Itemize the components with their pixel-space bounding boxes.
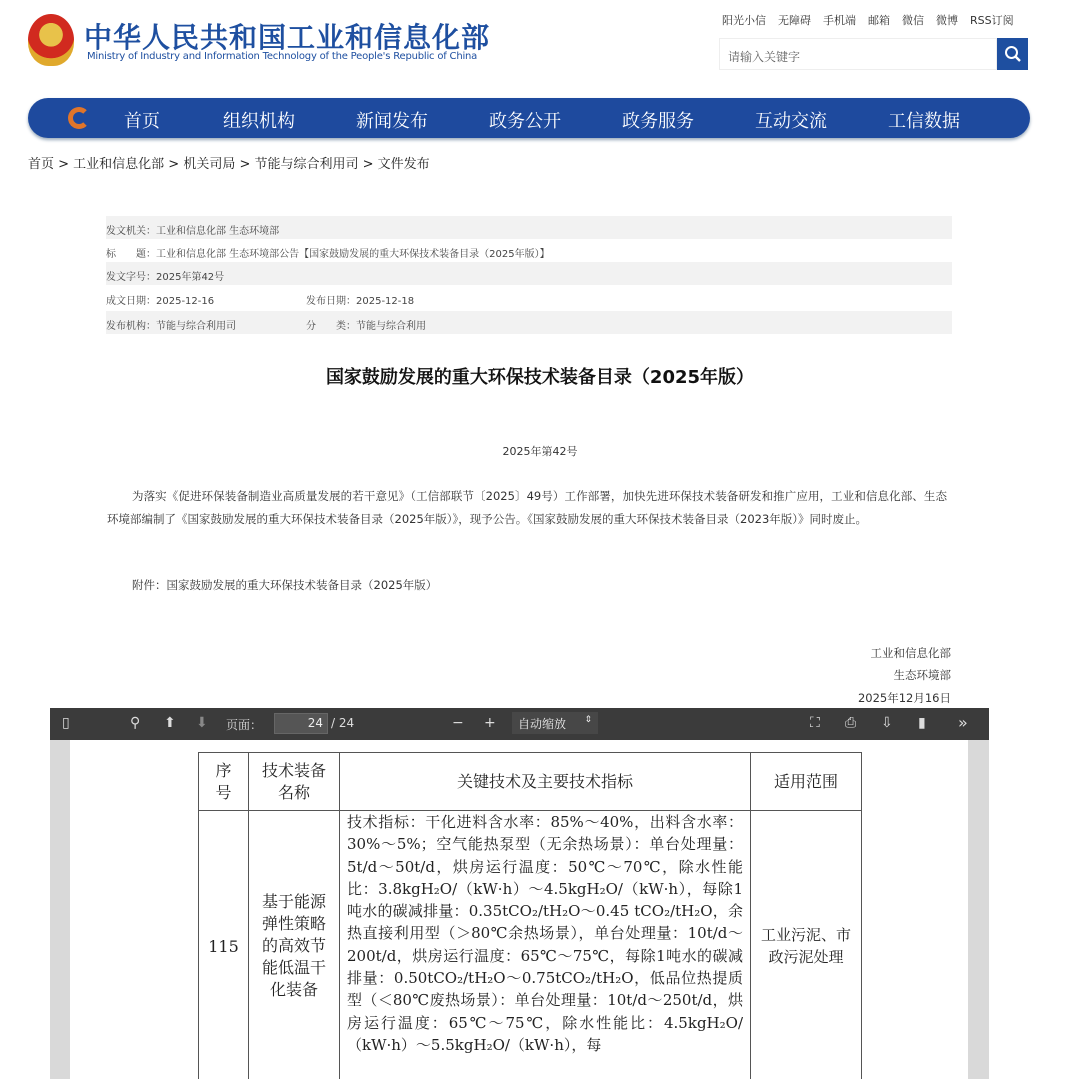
main-nav xyxy=(28,98,1030,138)
zoom-select-value: 自动缩放 xyxy=(518,717,567,731)
meta-value: 发文字号：2025年第42号 xyxy=(106,272,225,283)
national-emblem-logo xyxy=(28,14,74,66)
table-header-row xyxy=(199,753,862,811)
next-page-icon[interactable]: ⬇ xyxy=(196,715,208,731)
page-label: 页面： xyxy=(226,718,263,732)
site-logo-title[interactable]: 中华人民共和国工业和信息化部 xyxy=(84,21,491,54)
cell-no: 115 xyxy=(199,811,249,1079)
signature-miit: 工业和信息化部 xyxy=(870,646,951,660)
find-icon[interactable]: ⚲ xyxy=(130,715,141,731)
sidebar-toggle-icon[interactable]: ▯ xyxy=(62,715,70,731)
nav-item-home[interactable]: 首页 xyxy=(124,111,160,132)
meta-title xyxy=(106,239,952,262)
top-links xyxy=(722,12,1014,28)
nav-logo-icon xyxy=(68,107,90,129)
nav-item-government-affairs[interactable]: 政务公开 xyxy=(489,111,561,132)
search-input[interactable]: 请输入关键字 xyxy=(719,38,997,70)
tech-text: 技术指标：干化进料含水率：85%～40%，出料含水率：30%～5%；空气能热泵型（无余热场景）：单台处理量：5t/d～50t/d，烘房运行温度：50℃～70℃，除水性能比：3.8kgH₂O/（kW·h）～4.5kgH₂O/（kW·h），每除1吨水的碳减排量：0.35tCO₂/tH₂O～0.45 tCO₂/tH₂O，余热直接利用型（＞80℃余热场景），单台处理量：10t/d～200t/d，烘房运行温度：65℃～75℃，每除1吨水的碳减排量：0.50tCO₂/tH₂O～0.75tCO₂/tH₂O，低品位热提质型（＜80℃废热场景）：单台处理量：10t/d～250t/d，烘房运行温度：65℃～75℃，除水性能比：4.5kgH₂O/（kW·h）～5.5kgH₂O/（kW·h），每 xyxy=(347,813,743,1054)
pdf-viewer xyxy=(50,708,989,1079)
cell-tech xyxy=(340,811,751,1079)
breadcrumb[interactable]: 首页 > 工业和信息化部 > 机关司局 > 节能与综合利用司 > 文件发布 xyxy=(28,157,430,172)
meta-dates xyxy=(106,286,952,309)
nav-item-interaction[interactable]: 互动交流 xyxy=(755,111,827,132)
cell-scope: 工业污泥、市政污泥处理 xyxy=(751,811,862,1079)
meta-docno xyxy=(106,262,952,285)
col-header-name: 技术装备名称 xyxy=(249,753,340,811)
search-icon xyxy=(1004,45,1022,63)
meta-value: 分 类：节能与综合利用 xyxy=(306,321,426,332)
meta-value: 成文日期：2025-12-16 xyxy=(106,296,215,307)
signature-mee: 生态环境部 xyxy=(893,668,951,682)
col-header-no: 序号 xyxy=(199,753,249,811)
cell-name: 基于能源弹性策略的高效节能低温干化装备 xyxy=(249,811,340,1079)
top-link[interactable]: 微信 xyxy=(902,14,924,27)
meta-value: 标 题：工业和信息化部 生态环境部公告【国家鼓励发展的重大环保技术装备目录（2025年版）】 xyxy=(106,249,550,260)
previous-page-icon[interactable]: ⬆ xyxy=(164,715,176,731)
top-link[interactable]: 无障碍 xyxy=(778,14,811,27)
site-logo-subtitle: Ministry of Industry and Information Technology of the People's Republic of China xyxy=(87,51,478,62)
bookmark-icon[interactable]: ▮ xyxy=(918,715,926,731)
top-link[interactable]: 手机端 xyxy=(823,14,856,27)
meta-value: 发文机关：工业和信息化部 生态环境部 xyxy=(106,226,280,237)
page-total: / 24 xyxy=(331,716,355,730)
print-icon[interactable]: ⎙ xyxy=(845,715,857,731)
signature-date: 2025年12月16日 xyxy=(857,691,951,705)
equipment-table xyxy=(198,752,862,1079)
table-row xyxy=(199,811,862,1079)
document-number: 2025年第42号 xyxy=(502,445,578,458)
zoom-in-icon[interactable]: + xyxy=(484,715,496,731)
download-icon[interactable]: ⇩ xyxy=(881,715,893,731)
meta-value: 发布日期：2025-12-18 xyxy=(306,296,415,307)
page-number-input[interactable]: 24 xyxy=(274,713,328,734)
nav-item-news[interactable]: 新闻发布 xyxy=(356,111,428,132)
attachment-link[interactable]: 附件：国家鼓励发展的重大环保技术装备目录（2025年版） xyxy=(132,578,438,592)
col-header-scope: 适用范围 xyxy=(751,753,862,811)
top-link[interactable]: 邮箱 xyxy=(868,14,890,27)
top-link[interactable]: RSS订阅 xyxy=(970,14,1014,27)
search-button[interactable] xyxy=(997,38,1028,70)
pdf-page xyxy=(70,740,968,1079)
zoom-select[interactable]: 自动缩放 ⇕ xyxy=(512,712,598,734)
nav-item-data[interactable]: 工信数据 xyxy=(888,111,960,132)
zoom-out-icon[interactable]: − xyxy=(452,715,464,731)
pdf-toolbar xyxy=(50,708,989,740)
meta-issuer xyxy=(106,216,952,239)
meta-value: 发布机构：节能与综合利用司 xyxy=(106,321,236,332)
nav-item-organization[interactable]: 组织机构 xyxy=(223,111,295,132)
tools-icon[interactable]: » xyxy=(958,713,968,732)
document-body: 为落实《促进环保装备制造业高质量发展的若干意见》（工信部联节〔2025〕49号）工作部署，加快先进环保技术装备研发和推广应用，工业和信息化部、生态环境部编制了《国家鼓励发展的重大环保技术装备目录（2025年版）》，现予公告。《国家鼓励发展的重大环保技术装备目录（2023年版）》同时废止。 xyxy=(107,489,947,526)
nav-item-services[interactable]: 政务服务 xyxy=(622,111,694,132)
document-title: 国家鼓励发展的重大环保技术装备目录（2025年版） xyxy=(325,367,755,388)
top-link[interactable]: 阳光小信 xyxy=(722,14,766,27)
presentation-mode-icon[interactable]: ⛶ xyxy=(810,715,820,731)
meta-org xyxy=(106,311,952,334)
col-header-tech: 关键技术及主要技术指标 xyxy=(340,753,751,811)
top-link[interactable]: 微博 xyxy=(936,14,958,27)
